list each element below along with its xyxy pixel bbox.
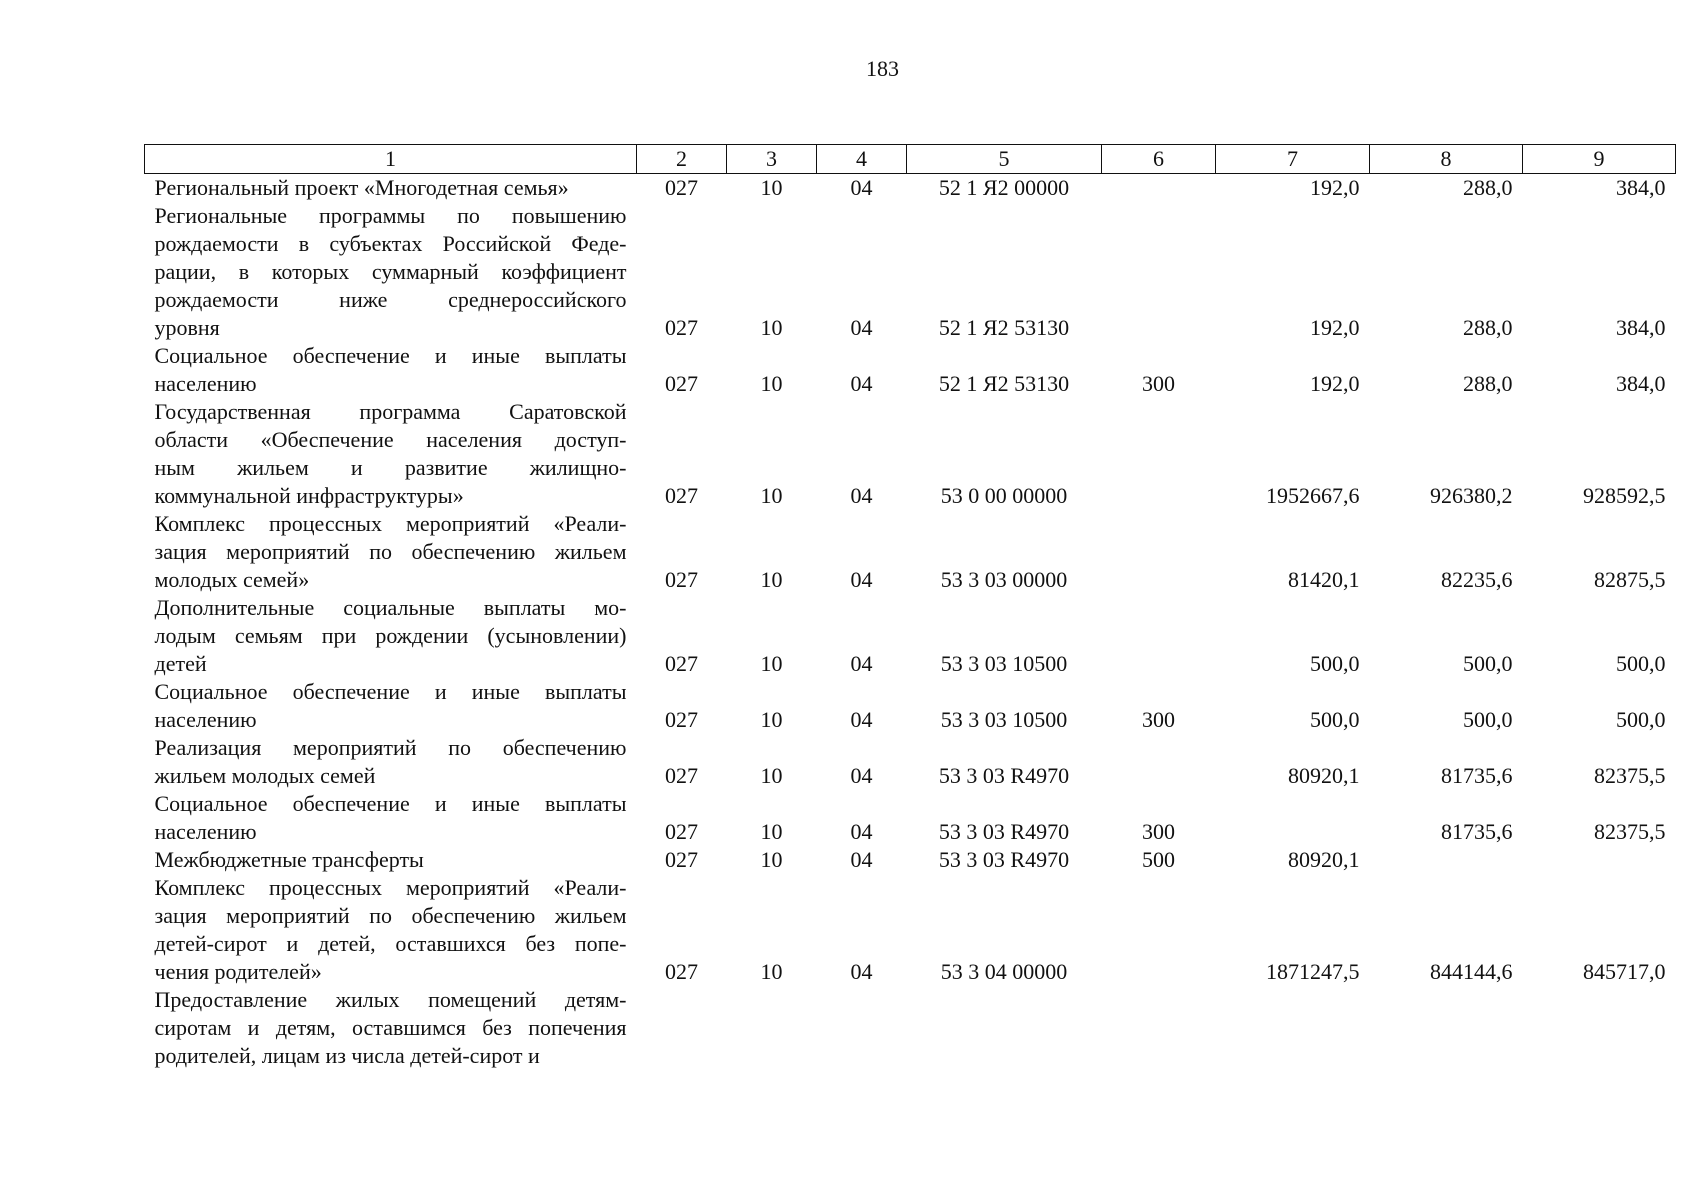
amount-year2-cell: 500,0 [1463,707,1513,732]
target-article-cell [907,986,1102,1070]
amount-year3-cell: 82875,5 [1594,567,1666,592]
amount-year1-cell: 1952667,6 [1266,483,1360,508]
row-name-line: чения родителей» [154,959,322,984]
department-code-cell: 027 [665,483,698,508]
amount-year3-cell [1523,986,1676,1070]
row-name-cell [145,986,637,1070]
table-row [145,678,1676,734]
amount-year3-cell [1523,846,1676,874]
row-name-line: рации, в которых суммарный коэффициент [154,259,627,284]
row-name-line: зация мероприятий по обеспечению жильем [154,903,627,928]
row-name-line: Государственная программа Саратовской [154,399,627,424]
target-article-cell: 52 1 Я2 53130 [938,315,1070,340]
row-name-cell [145,174,637,203]
subsection-code-cell: 04 [850,315,873,340]
section-code-cell: 10 [760,959,783,984]
amount-year3-cell: 384,0 [1616,175,1666,200]
target-article-cell: 52 1 Я2 00000 [938,175,1070,200]
row-name-line: Региональные программы по повышению [154,203,627,228]
amount-year1-cell: 80920,1 [1288,847,1360,872]
row-name-cell [145,342,637,398]
amount-year3-cell: 845717,0 [1583,959,1666,984]
expense-type-cell [1102,594,1216,678]
row-name-line: Комплекс процессных мероприятий «Реали- [154,511,627,536]
subsection-code-cell [817,986,907,1070]
row-name-line: Региональный проект «Многодетная семья» [154,175,569,200]
section-code-cell: 10 [760,819,783,844]
section-code-cell: 10 [760,763,783,788]
target-article-cell: 53 3 03 10500 [940,707,1068,732]
row-name-line: Межбюджетные трансферты [154,847,424,872]
department-code-cell: 027 [665,763,698,788]
amount-year2-cell: 288,0 [1463,315,1513,340]
row-name-cell [145,846,637,874]
amount-year2-cell: 926380,2 [1430,483,1513,508]
column-header: 5 [907,145,1102,174]
expense-type-cell [1102,174,1216,203]
amount-year1-cell: 192,0 [1310,371,1360,396]
amount-year3-cell: 928592,5 [1583,483,1666,508]
row-name-cell [145,398,637,510]
row-name-cell [145,734,637,790]
amount-year1-cell [1216,790,1370,846]
row-name-line: области «Обеспечение населения доступ- [154,427,627,452]
subsection-code-cell: 04 [850,763,873,788]
subsection-code-cell: 04 [850,651,873,676]
row-name-line: детей [154,651,207,676]
amount-year2-cell [1370,986,1523,1070]
amount-year3-cell: 82375,5 [1594,819,1666,844]
table-row [145,398,1676,510]
subsection-code-cell: 04 [850,959,873,984]
column-header: 7 [1216,145,1370,174]
row-name-line: населению [154,371,257,396]
table-row [145,790,1676,846]
department-code-cell: 027 [665,707,698,732]
amount-year1-cell [1216,986,1370,1070]
amount-year2-cell: 288,0 [1463,371,1513,396]
row-name-cell [145,790,637,846]
target-article-cell: 53 3 03 R4970 [938,763,1070,788]
row-name-cell [145,510,637,594]
table-row [145,202,1676,342]
subsection-code-cell: 04 [850,847,873,872]
row-name-line: лодым семьям при рождении (усыновлении) [154,623,627,648]
department-code-cell: 027 [665,651,698,676]
column-header: 9 [1523,145,1676,174]
amount-year1-cell: 192,0 [1310,175,1360,200]
subsection-code-cell: 04 [850,707,873,732]
table-row [145,986,1676,1070]
target-article-cell: 53 3 03 10500 [940,651,1068,676]
expense-type-cell: 300 [1142,371,1175,396]
row-name-line: жильем молодых семей [154,763,376,788]
amount-year1-cell: 500,0 [1310,651,1360,676]
column-header: 3 [727,145,817,174]
table-row [145,510,1676,594]
row-name-cell [145,874,637,986]
amount-year2-cell: 81735,6 [1441,819,1513,844]
section-code-cell: 10 [760,651,783,676]
amount-year3-cell: 500,0 [1616,651,1666,676]
department-code-cell: 027 [665,567,698,592]
amount-year3-cell: 384,0 [1616,371,1666,396]
section-code-cell: 10 [760,707,783,732]
row-name-cell [145,594,637,678]
amount-year1-cell: 192,0 [1310,315,1360,340]
table-row [145,342,1676,398]
section-code-cell: 10 [760,315,783,340]
expense-type-cell [1102,202,1216,342]
department-code-cell: 027 [665,371,698,396]
row-name-line: Социальное обеспечение и иные выплаты [154,679,627,704]
row-name-line: коммунальной инфраструктуры» [154,483,464,508]
subsection-code-cell: 04 [850,175,873,200]
section-code-cell: 10 [760,483,783,508]
expense-type-cell [1102,398,1216,510]
row-name-line: Социальное обеспечение и иные выплаты [154,343,627,368]
table-row [145,174,1676,203]
expense-type-cell [1102,986,1216,1070]
subsection-code-cell: 04 [850,371,873,396]
section-code-cell: 10 [760,371,783,396]
row-name-line: рождаемости в субъектах Российской Феде- [154,231,627,256]
amount-year3-cell: 384,0 [1616,315,1666,340]
row-name-line: родителей, лицам из числа детей-сирот и [154,1043,540,1068]
expense-type-cell [1102,874,1216,986]
column-header: 8 [1370,145,1523,174]
department-code-cell: 027 [665,819,698,844]
section-code-cell: 10 [760,567,783,592]
subsection-code-cell: 04 [850,567,873,592]
section-code-cell: 10 [760,175,783,200]
department-code-cell: 027 [665,315,698,340]
amount-year1-cell: 80920,1 [1288,763,1360,788]
amount-year1-cell: 1871247,5 [1266,959,1360,984]
row-name-line: Социальное обеспечение и иные выплаты [154,791,627,816]
row-name-line: Дополнительные социальные выплаты мо- [154,595,627,620]
column-header: 4 [817,145,907,174]
target-article-cell: 53 3 04 00000 [940,959,1068,984]
amount-year2-cell: 500,0 [1463,651,1513,676]
expense-type-cell [1102,510,1216,594]
amount-year2-cell: 844144,6 [1430,959,1513,984]
target-article-cell: 52 1 Я2 53130 [938,371,1070,396]
subsection-code-cell: 04 [850,819,873,844]
column-header: 1 [145,145,637,174]
section-code-cell: 10 [760,847,783,872]
table-row [145,734,1676,790]
column-number-header [145,145,1676,174]
table-row [145,846,1676,874]
department-code-cell [637,986,727,1070]
row-name-line: Предоставление жилых помещений детям- [154,987,627,1012]
department-code-cell: 027 [665,175,698,200]
target-article-cell: 53 3 03 R4970 [938,819,1070,844]
row-name-cell [145,678,637,734]
department-code-cell: 027 [665,847,698,872]
row-name-line: Реализация мероприятий по обеспечению [154,735,627,760]
expense-type-cell: 500 [1142,847,1175,872]
row-name-line: сиротам и детям, оставшимся без попечения [154,1015,627,1040]
amount-year2-cell: 82235,6 [1441,567,1513,592]
column-header: 6 [1102,145,1216,174]
target-article-cell: 53 3 03 R4970 [938,847,1070,872]
section-code-cell [727,986,817,1070]
amount-year2-cell: 81735,6 [1441,763,1513,788]
expense-type-cell [1102,734,1216,790]
row-name-line: ным жильем и развитие жилищно- [154,455,627,480]
amount-year3-cell: 82375,5 [1594,763,1666,788]
expense-type-cell: 300 [1142,819,1175,844]
row-name-line: зация мероприятий по обеспечению жильем [154,539,627,564]
table-row [145,594,1676,678]
subsection-code-cell: 04 [850,483,873,508]
row-name-line: уровня [154,315,220,340]
row-name-line: населению [154,819,257,844]
row-name-line: молодых семей» [154,567,310,592]
row-name-cell [145,202,637,342]
department-code-cell: 027 [665,959,698,984]
table-body [145,174,1676,1071]
row-name-line: рождаемости ниже среднероссийского [154,287,627,312]
row-name-line: детей-сирот и детей, оставшихся без попе- [154,931,627,956]
table-row [145,874,1676,986]
amount-year2-cell: 288,0 [1463,175,1513,200]
expense-type-cell: 300 [1142,707,1175,732]
page-number: 183 [866,56,899,81]
amount-year1-cell: 81420,1 [1288,567,1360,592]
budget-table [144,144,1676,1070]
target-article-cell: 53 0 00 00000 [940,483,1068,508]
target-article-cell: 53 3 03 00000 [940,567,1068,592]
row-name-line: Комплекс процессных мероприятий «Реали- [154,875,627,900]
row-name-line: населению [154,707,257,732]
amount-year2-cell [1370,846,1523,874]
column-header: 2 [637,145,727,174]
amount-year1-cell: 500,0 [1310,707,1360,732]
amount-year3-cell: 500,0 [1616,707,1666,732]
